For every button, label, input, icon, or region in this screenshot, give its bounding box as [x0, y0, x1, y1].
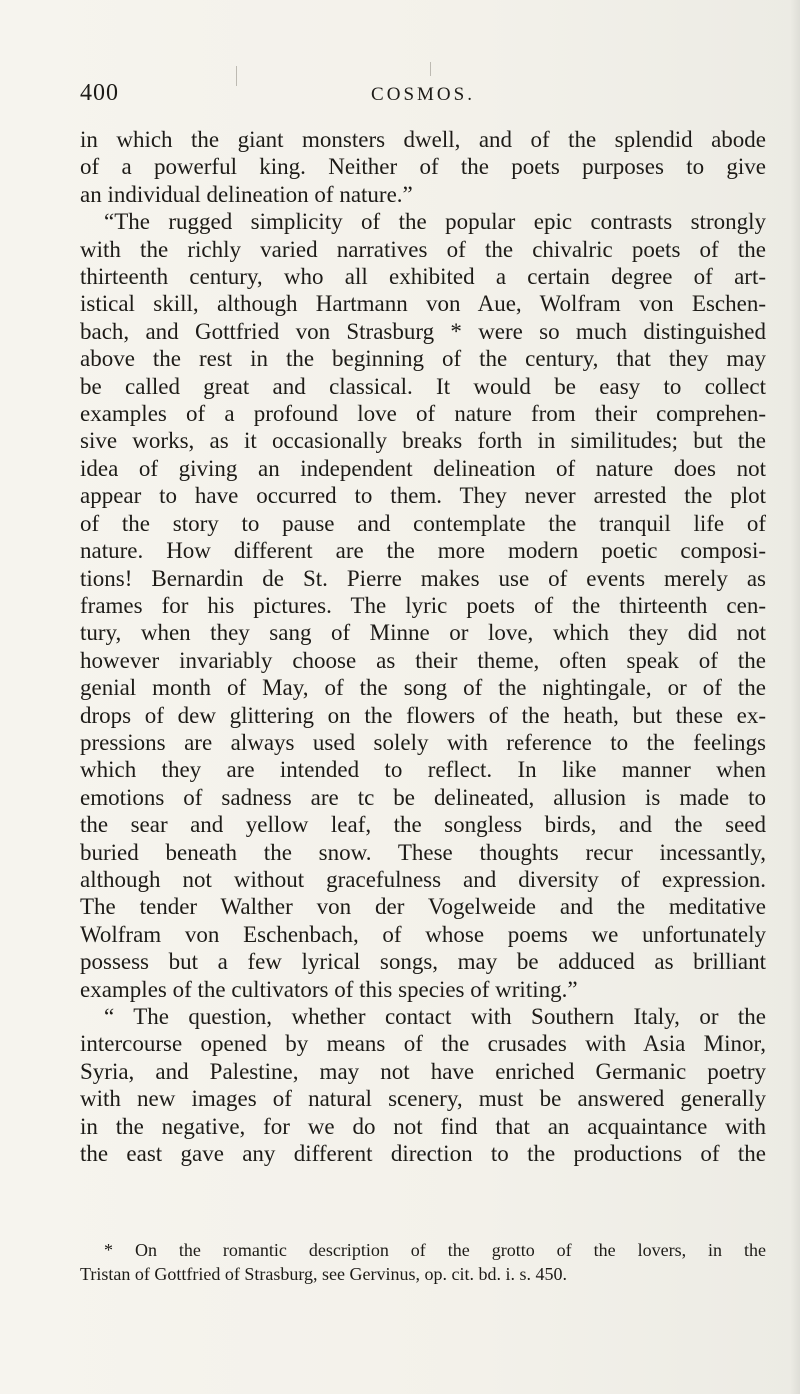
text-line: tury, when they sang of Minne or love, which they did not: [80, 620, 766, 646]
page-number: 400: [80, 80, 119, 106]
text-line: the sear and yellow leaf, the songless birds, and the seed: [80, 812, 766, 838]
text-line: however invariably choose as their theme, often speak of the: [80, 647, 766, 673]
footnote-line: * On the romantic description of the grotto of the lovers, in the: [104, 1240, 766, 1260]
text-line: thirteenth century, who all exhibited a certain degree of art-: [80, 264, 766, 290]
body-text: [80, 126, 766, 1167]
text-line: an individual delineation of nature.”: [80, 181, 413, 207]
text-line: frames for his pictures. The lyric poets of the thirteenth cen-: [80, 592, 766, 618]
text-line: Syria, and Palestine, may not have enriched Germanic poetry: [80, 1058, 766, 1084]
text-line: The tender Walther von der Vogelweide and the meditative: [80, 894, 766, 920]
text-line: with new images of natural scenery, must be answered generally: [80, 1086, 766, 1112]
text-line: sive works, as it occasionally breaks forth in similitudes; but the: [80, 428, 766, 454]
text-line: of a powerful king. Neither of the poets purposes to give: [80, 154, 766, 180]
text-line: possess but a few lyrical songs, may be adduced as brilliant: [80, 949, 766, 975]
text-line: Wolfram von Eschenbach, of whose poems we unfortunately: [80, 921, 766, 947]
text-line: intercourse opened by means of the crusades with Asia Minor,: [80, 1031, 766, 1057]
text-line: buried beneath the snow. These thoughts recur incessantly,: [80, 839, 766, 865]
text-line: pressions are always used solely with reference to the feelings: [80, 729, 766, 755]
text-line: of the story to pause and contemplate the tranquil life of: [80, 510, 766, 536]
text-line: although not without gracefulness and diversity of expression.: [80, 866, 766, 892]
print-mark: [236, 66, 237, 86]
footnote-line: Tristan of Gottfried of Strasburg, see Gervinus, op. cit. bd. i. s. 450.: [80, 1264, 567, 1284]
text-line: tions! Bernardin de St. Pierre makes use of events merely as: [80, 565, 766, 591]
text-line: idea of giving an independent delineation of nature does not: [80, 455, 766, 481]
text-line: nature. How different are the more modern poetic composi-: [80, 538, 766, 564]
page-header: [80, 80, 766, 114]
text-line: in the negative, for we do not find that an acquaintance with: [80, 1113, 766, 1139]
text-line: drops of dew glittering on the flowers of the heath, but these ex-: [80, 702, 766, 728]
text-line: examples of a profound love of nature from their comprehen-: [80, 401, 766, 427]
page-edge-shadow: [790, 0, 800, 1394]
text-line: the east gave any different direction to the productions of the: [80, 1141, 766, 1167]
text-line: examples of the cultivators of this species of writing.”: [80, 976, 578, 1002]
text-line: genial month of May, of the song of the nightingale, or of the: [80, 675, 766, 701]
text-line: emotions of sadness are tc be delineated, allusion is made to: [80, 784, 766, 810]
text-line: above the rest in the beginning of the century, that they may: [80, 346, 766, 372]
text-line: appear to have occurred to them. They never arrested the plot: [80, 483, 766, 509]
print-mark: [430, 62, 431, 76]
text-line: istical skill, although Hartmann von Aue, Wolfram von Eschen-: [80, 291, 766, 317]
footnote: [80, 1238, 766, 1286]
text-line: with the richly varied narratives of the chivalric poets of the: [80, 236, 766, 262]
text-line: be called great and classical. It would be easy to collect: [80, 373, 766, 399]
text-line: “ The question, whether contact with Southern Italy, or the: [104, 1004, 766, 1029]
text-line: “The rugged simplicity of the popular epic contrasts strongly: [104, 209, 766, 235]
running-head: COSMOS.: [371, 84, 475, 105]
text-line: bach, and Gottfried von Strasburg * were so much distinguished: [80, 318, 766, 344]
text-line: in which the giant monsters dwell, and of the splendid abode: [80, 127, 766, 152]
text-line: which they are intended to reflect. In like manner when: [80, 757, 766, 783]
